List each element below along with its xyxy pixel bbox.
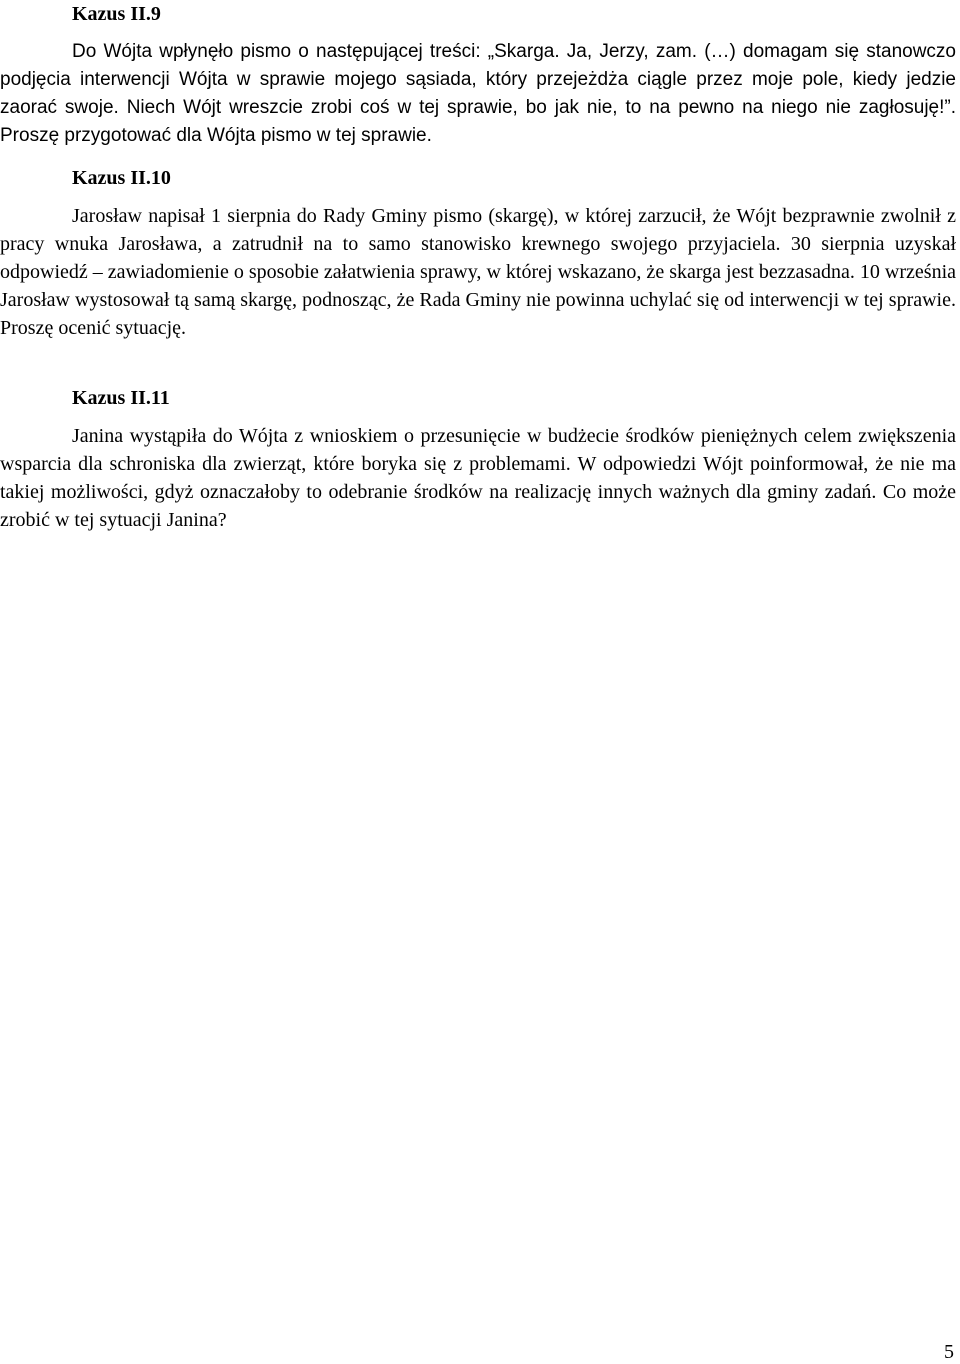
case-ii-11 (0, 384, 960, 534)
page-number: 5 (944, 1341, 954, 1363)
case-text: Jarosław napisał 1 sierpnia do Rady Gminy pismo (skargę), w której zarzucił, że Wójt bezprawnie zwolnił z pracy wnuka Jarosława, a zatrudnił na to samo stanowisko krewnego swojego przyjaciela. 30 sierpnia uzyskał odpowiedź – zawiadomienie o sposobie załatwienia sprawy, w której wskazano, że skarga jest bezzasadna. 10 września Jarosław wystosował tą samą skargę, podnosząc, że Rada Gminy nie powinna uchylać się od interwencji w tej sprawie. Proszę ocenić sytuację. (0, 205, 956, 339)
case-heading: Kazus II.9 (72, 3, 161, 25)
case-text: Janina wystąpiła do Wójta z wnioskiem o przesunięcie w budżecie środków pieniężnych celem zwiększenia wsparcia dla schroniska dla zwierząt, które boryka się z problemami. W odpowiedzi Wójt poinformował, że nie ma takiej możliwości, gdyż oznaczałoby to odebranie środków na realizację innych ważnych dla gminy zadań. Co może zrobić w tej sytuacji Janina? (0, 425, 956, 531)
case-heading: Kazus II.11 (72, 387, 170, 409)
case-ii-9 (0, 0, 960, 150)
case-text: Do Wójta wpłynęło pismo o następującej treści: „Skarga. Ja, Jerzy, zam. (…) domagam się stanowczo podjęcia interwencji Wójta w sprawie mojego sąsiada, który przejeżdża ciągle przez moje pole, kiedy jedzie zaorać swoje. Niech Wójt wreszcie zrobi coś w tej sprawie, bo jak nie, to na pewno na niego nie zagłosuję!”. Proszę przygotować dla Wójta pismo w tej sprawie. (0, 41, 956, 146)
case-ii-10 (0, 164, 960, 342)
case-heading: Kazus II.10 (72, 167, 171, 189)
